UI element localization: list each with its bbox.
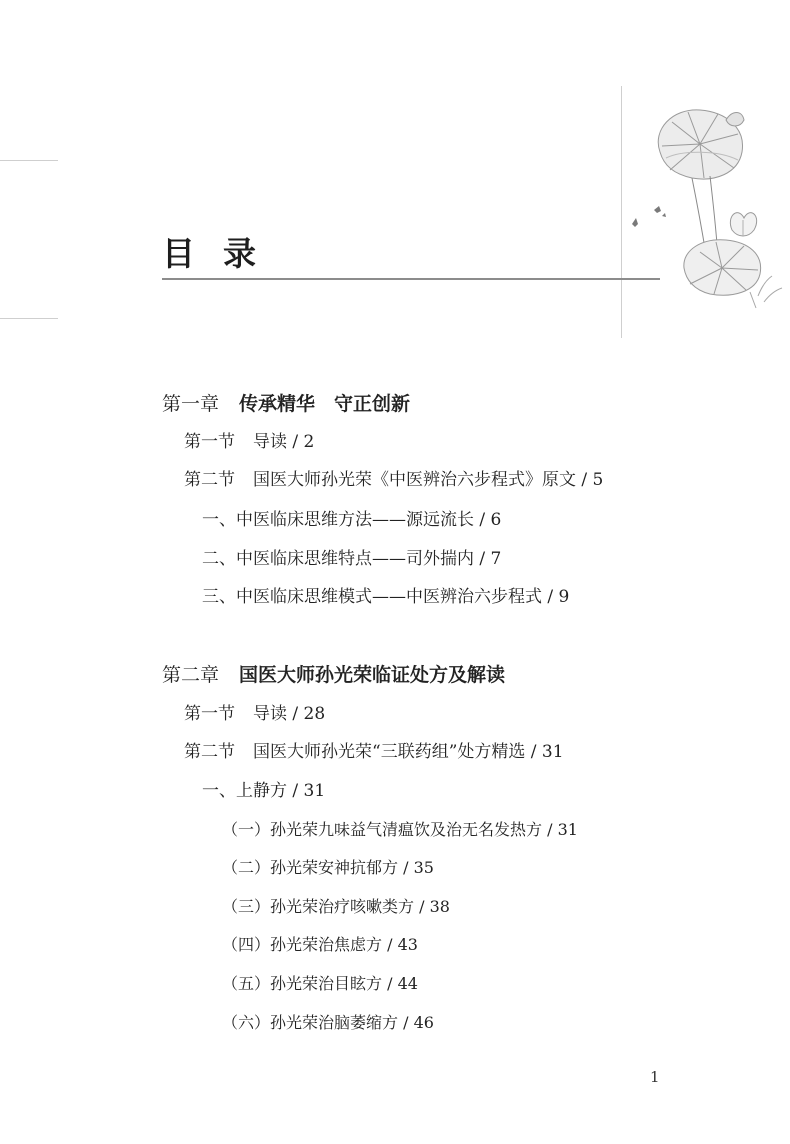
toc-subitem[interactable]: （六）孙光荣治脑萎缩方 / 46 — [222, 1013, 434, 1032]
section-number: 第一节 — [184, 432, 235, 452]
toc-section[interactable] — [184, 469, 603, 491]
toc-section[interactable] — [184, 703, 325, 725]
chapter-title: 传承精华 守正创新 — [239, 393, 411, 415]
toc-subitem[interactable]: （一）孙光荣九味益气清瘟饮及治无名发热方 / 31 — [222, 820, 578, 839]
page-number: 1 — [650, 1068, 660, 1086]
section-number: 第一节 — [184, 704, 235, 724]
title-underline — [162, 278, 660, 280]
lotus-illustration-icon — [622, 80, 790, 330]
chapter-number: 第二章 — [162, 664, 220, 686]
toc-subitem[interactable]: （二）孙光荣安神抗郁方 / 35 — [222, 858, 434, 877]
margin-rule-bottom — [0, 318, 58, 319]
chapter-title: 国医大师孙光荣临证处方及解读 — [239, 664, 506, 686]
section-title: 国医大师孙光荣“三联药组”处方精选 / 31 — [253, 742, 564, 762]
section-title: 导读 / 2 — [253, 432, 315, 452]
margin-rule-top — [0, 160, 58, 161]
toc-chapter-2[interactable] — [162, 664, 505, 686]
toc-item[interactable]: 二、中医临床思维特点——司外揣内 / 7 — [202, 549, 502, 569]
toc-chapter-1[interactable] — [162, 393, 410, 415]
section-number: 第二节 — [184, 470, 235, 490]
section-title: 导读 / 28 — [253, 704, 326, 724]
toc-subitem[interactable]: （三）孙光荣治疗咳嗽类方 / 38 — [222, 897, 450, 916]
toc-section[interactable] — [184, 741, 564, 763]
chapter-number: 第一章 — [162, 393, 220, 415]
toc-section[interactable] — [184, 431, 314, 453]
section-title: 国医大师孙光荣《中医辨治六步程式》原文 / 5 — [253, 470, 604, 490]
toc-item[interactable]: 一、中医临床思维方法——源远流长 / 6 — [202, 510, 502, 530]
toc-item[interactable]: 一、上静方 / 31 — [202, 781, 326, 801]
toc-subitem[interactable]: （四）孙光荣治焦虑方 / 43 — [222, 935, 418, 954]
page-title: 目录 — [162, 234, 284, 273]
section-number: 第二节 — [184, 742, 235, 762]
toc-subitem[interactable]: （五）孙光荣治目眩方 / 44 — [222, 974, 418, 993]
toc-item[interactable]: 三、中医临床思维模式——中医辨治六步程式 / 9 — [202, 587, 570, 607]
